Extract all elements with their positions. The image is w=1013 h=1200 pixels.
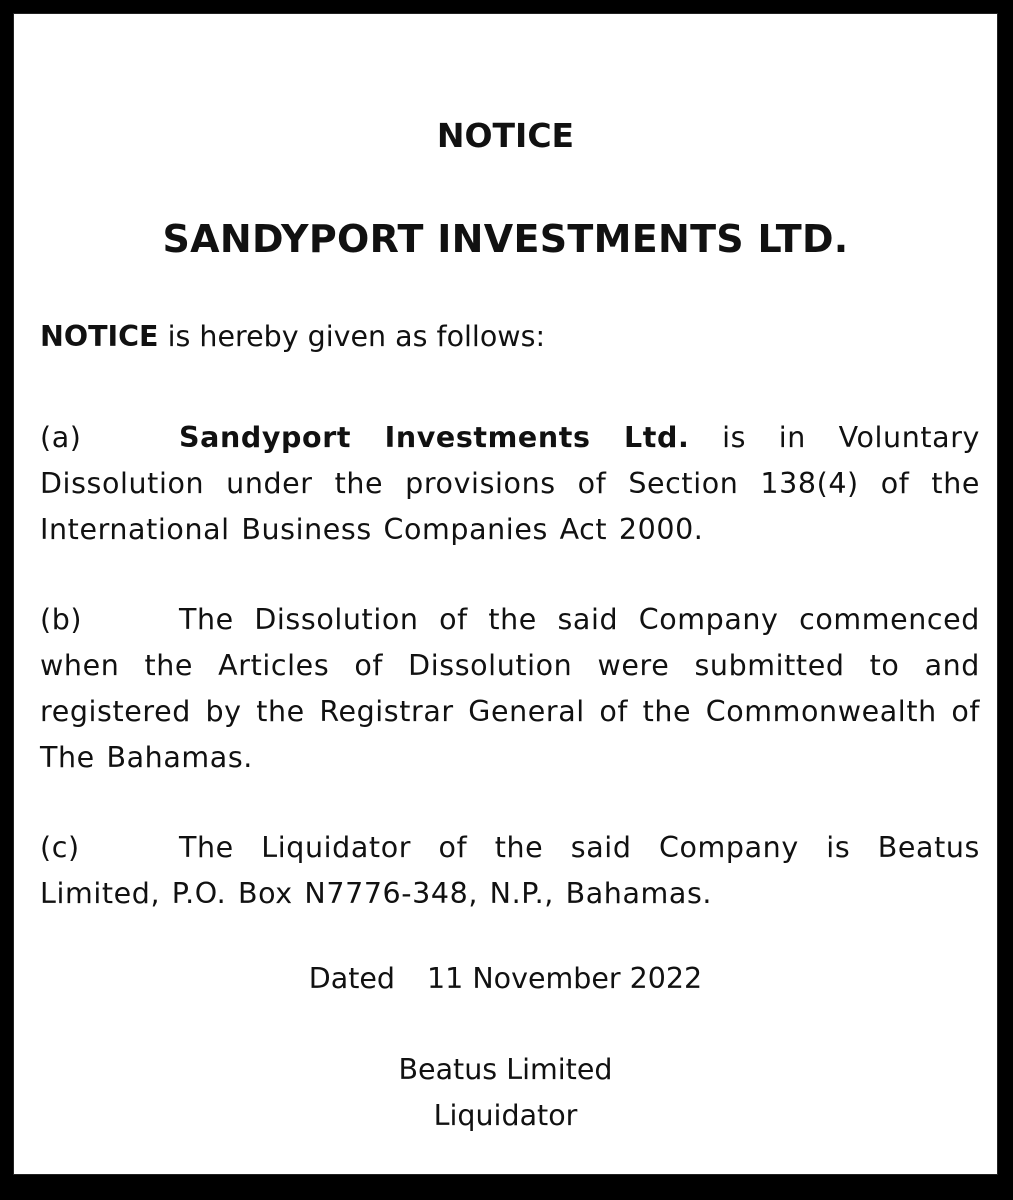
notice-page — [14, 14, 997, 1174]
dated-value: 11 November 2022 — [427, 962, 703, 995]
intro-paragraph — [40, 314, 980, 360]
clause-c — [40, 825, 980, 917]
clause-c-label: (c) — [40, 831, 80, 864]
clause-c-text: The Liquidator of the said Company is Beatus Limited, P.O. Box N7776-348, N.P., Bahamas. — [40, 831, 980, 910]
intro-bold: NOTICE — [40, 320, 159, 353]
notice-heading: NOTICE — [436, 116, 575, 155]
company-title: SANDYPORT INVESTMENTS LTD. — [162, 217, 849, 261]
signatory-role: Liquidator — [433, 1099, 578, 1132]
clause-b — [40, 597, 980, 781]
clause-a-label: (a) — [40, 421, 82, 454]
dated-line — [14, 962, 997, 995]
dated-label: Dated — [308, 962, 396, 995]
clause-a-text: is in Voluntary Dissolution under the provisions of Section 138(4) of the International Business Companies Act 2000. — [40, 421, 980, 546]
clause-a — [40, 415, 980, 553]
intro-text: is hereby given as follows: — [158, 320, 546, 353]
signatory-name: Beatus Limited — [398, 1053, 613, 1086]
clause-b-text: The Dissolution of the said Company commenced when the Articles of Dissolution were submitted to and registered by the Registrar General of the Commonwealth of The Bahamas. — [40, 603, 980, 774]
clause-a-company: Sandyport Investments Ltd. — [179, 421, 690, 454]
clause-b-label: (b) — [40, 603, 83, 636]
